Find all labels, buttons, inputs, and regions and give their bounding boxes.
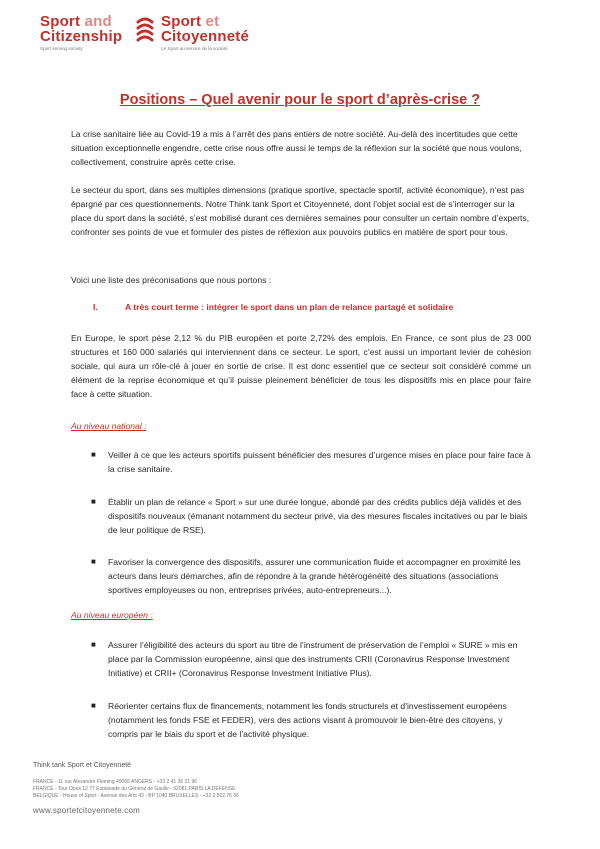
intro-paragraph-3: Voici une liste des préconisations que nous portons :: [71, 275, 272, 285]
section-heading-text: A très court terme : intégrer le sport dans un plan de relance partagé et solidaire: [125, 302, 454, 312]
footer-address-france-2: FRANCE - Tour Opus 12 77 Esplanade du Général de Gaulle - 92081 PARIS LA DEFENSE: [33, 786, 236, 792]
national-label: Au niveau national :: [71, 421, 147, 431]
european-item-1: Assurer l’éligibilité des acteurs du sport au titre de l’instrument de préservation de l’emploi « SURE » mis en place par la Commission européenne, ainsi que des instruments CRII (Coronavirus Response Investment Initiative) et CRII+ (Coronavirus Response Investment Initiative Plus).: [108, 640, 518, 678]
brand-en-tagline: Sport serving society: [40, 46, 83, 51]
brand-sport-citoyennete: [161, 14, 249, 51]
european-label: Au niveau européen :: [71, 610, 153, 620]
national-item-2: Établir un plan de relance « Sport » sur une durée longue, abondé par des crédits publics déjà validés et des dispositifs nouveaux (émanant notamment du secteur privé, via des mesures fiscales incitatives ou par le biais de leur politique de RSE).: [108, 497, 528, 535]
brand-sport-citizenship: [40, 14, 122, 51]
brand-fr-line2: Citoyenneté: [161, 28, 250, 45]
brand-fr-line1a: Sport: [161, 13, 202, 30]
intro-paragraph-2: Le secteur du sport, dans ses multiples dimensions (pratique sportive, spectacle sportif, activité économique), n’est pas épargné par ces questionnements. Notre Think tank Sport et Citoyenneté, dont l’objet social est de s’interroger sur la place du sport dans la société, s’est mobilisé durant ces dernières semaines pour consulter un certain nombre d’experts, confronter ses points de vue et formuler des pistes de réflexion aux pouvoirs publics en matière de sport pour tous.: [71, 185, 530, 237]
national-item-1: Veiller à ce que les acteurs sportifs puissent bénéficier des mesures d’urgence mises en place pour faire face à la crise sanitaire.: [108, 450, 531, 474]
bullet-icon: ■: [91, 640, 96, 649]
bullet-icon: ■: [91, 450, 96, 459]
bullet-icon: ■: [91, 557, 96, 566]
footer-address-france: FRANCE - 11 rue Alexandre Fleming 49066 ANGERS - +33 2 41 36 21 96: [33, 779, 198, 785]
page-title: Positions – Quel avenir pour le sport d’après-crise ?: [119, 92, 481, 108]
page-footer: [33, 762, 239, 815]
section-heading: [93, 302, 453, 312]
bullet-icon: ■: [91, 701, 96, 710]
brand-en-line1b: and: [80, 13, 112, 30]
footer-address-belgium: BELGIQUE - House of Sport - Avenue des Arts 43 - BP 1040 BRUXELLES - +32 2 502 76 56: [33, 793, 239, 799]
european-item-2: Réorienter certains flux de financements, notamment les fonds structurels et d’investissement européens (notamment les fonds FSE et FEDER), vers des actions visant à promouvoir le bien-être des citoyens, y compris par le biais du sport et de l’activité physique.: [108, 701, 507, 739]
section-number: I.: [93, 302, 98, 312]
brand-en-line2: Citizenship: [40, 28, 123, 45]
section-body: En Europe, le sport pèse 2,12 % du PIB européen et porte 2,72% des emplois. En France, ce sont plus de 23 000 structures et 160 000 salariés qui interviennent dans ce secteur. Le sport, c’est aussi un important levier de cohésion sociale, qui aura un rôle-clé à jouer en sortie de crise. Il est donc essentiel que ce secteur soit considéré comme un élément de la reprise économique et qu’il puisse pleinement bénéficier de tous les dispositifs mis en place pour faire face à cette situation.: [71, 333, 531, 399]
letterhead: [40, 14, 560, 64]
brand-fr-tagline: Le Sport au service de la société: [161, 46, 228, 51]
national-item-3: Favoriser la convergence des dispositifs, assurer une communication fluide et accompagner en proximité les acteurs dans leurs démarches, afin de répondre à la grande hétérogénéité des situations (associations sportives employeuses ou non, entreprises privées, auto-entrepreneurs...).: [108, 557, 521, 595]
brand-fr-line1b: et: [201, 13, 220, 30]
swirl-logo-icon: [134, 16, 156, 46]
footer-website-link[interactable]: www.sportetcitoyennete.com: [33, 806, 141, 815]
bullet-icon: ■: [91, 497, 96, 506]
brand-en-line1a: Sport: [40, 13, 81, 30]
footer-think-tank: Think tank Sport et Citoyenneté: [33, 762, 132, 769]
intro-paragraph-1: La crise sanitaire liée au Covid-19 a mis à l’arrêt des pans entiers de notre société. Au-delà des incertitudes que cette situation exceptionnelle engendre, cette crise nous offre aussi le temps de la réflexion sur la société que nous voulons, collectivement, construire après cette crise.: [71, 129, 522, 167]
